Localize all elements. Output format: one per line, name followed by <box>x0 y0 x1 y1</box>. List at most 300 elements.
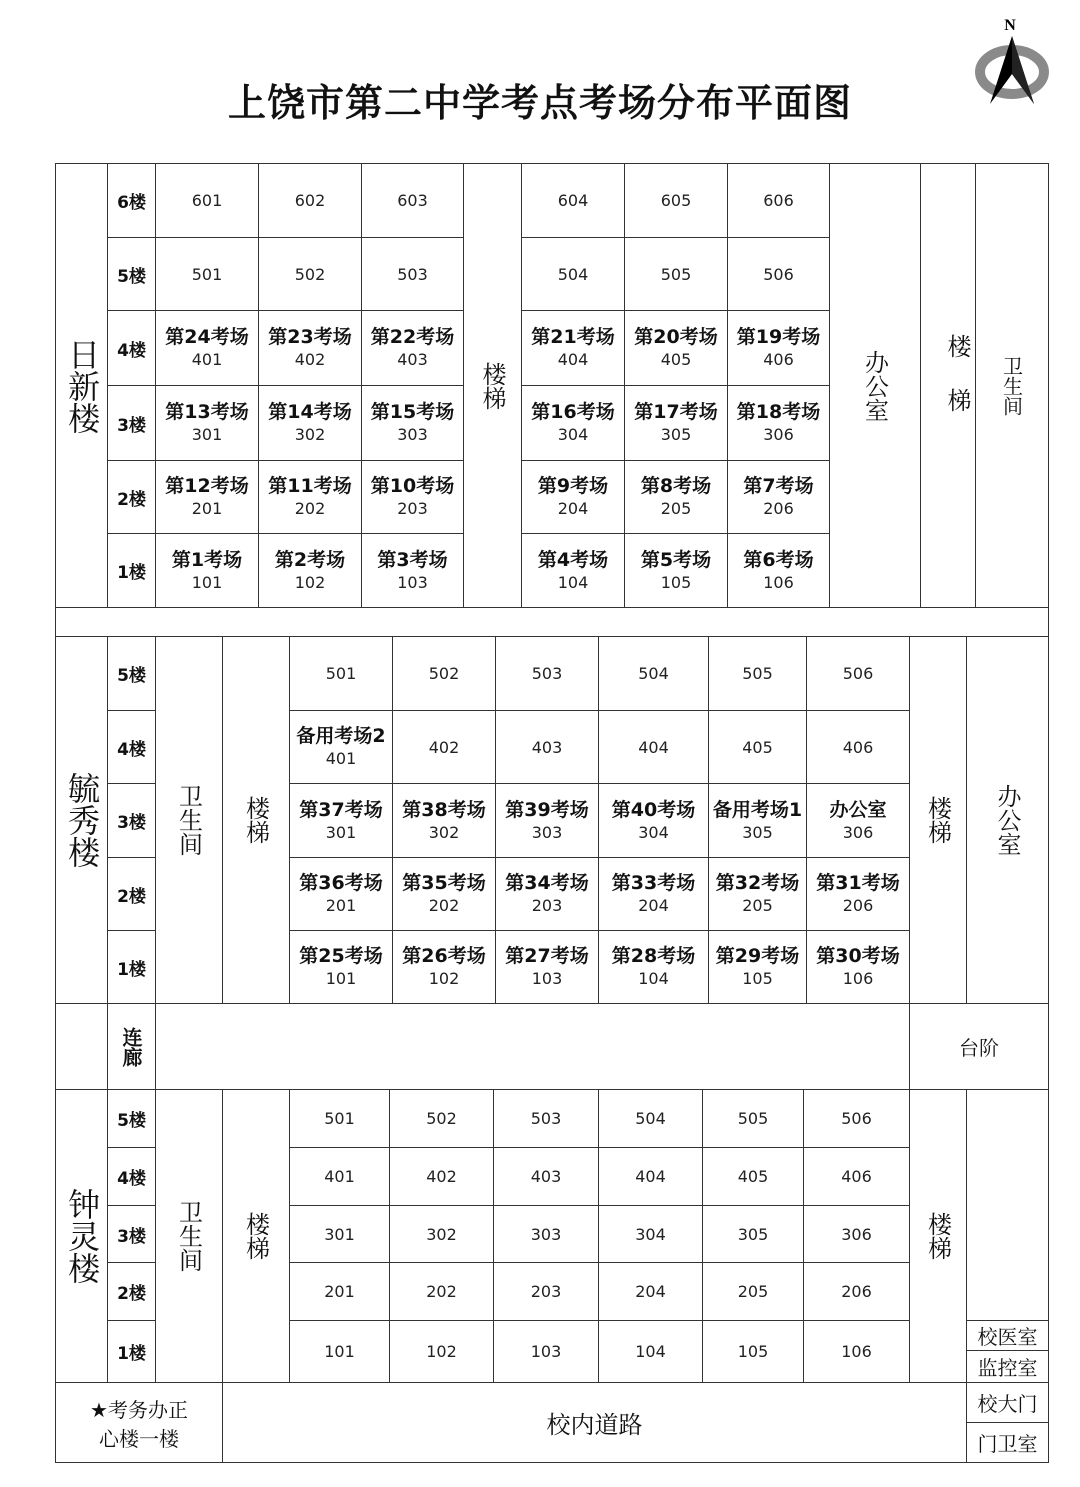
zhongling-room[interactable] <box>598 1205 703 1263</box>
building-yuxiu <box>55 636 108 1004</box>
room-number: 405 <box>742 737 773 757</box>
room-number: 503 <box>530 1109 562 1128</box>
room-number: 502 <box>294 264 326 284</box>
zhongling-room[interactable] <box>389 1147 494 1206</box>
rixin-room[interactable] <box>727 460 830 534</box>
room-number: 203 <box>397 499 428 518</box>
building-zhongling <box>55 1089 108 1383</box>
corridor-space <box>155 1003 910 1090</box>
rixin-office <box>829 163 921 608</box>
exam-room-name: 第11考场 <box>268 475 352 497</box>
room-number: 604 <box>557 191 589 210</box>
zhongling-room[interactable] <box>803 1320 910 1383</box>
zhongling-room[interactable] <box>803 1262 910 1321</box>
room-number: 402 <box>294 350 326 369</box>
yuxiu-stair-2 <box>909 636 967 1004</box>
zhongling-room[interactable] <box>289 1262 390 1321</box>
room-number: 103 <box>531 969 563 988</box>
yuxiu-room[interactable] <box>392 783 496 858</box>
corridor-blank <box>55 1003 108 1090</box>
room-number: 303 <box>530 1224 562 1244</box>
exam-room-name: 第30考场 <box>816 945 900 967</box>
stair-label: 楼梯 <box>478 361 506 410</box>
zhongling-right-blank <box>966 1089 1049 1321</box>
room-number: 603 <box>397 191 428 210</box>
zhongling-room[interactable] <box>702 1320 804 1383</box>
office-label: 办公室 <box>993 784 1021 856</box>
exam-room-name: 第10考场 <box>370 475 455 497</box>
rixin-room[interactable] <box>155 385 259 461</box>
yuxiu-room[interactable] <box>289 710 393 784</box>
zhongling-stair-2 <box>909 1089 967 1383</box>
rixin-room[interactable] <box>361 385 464 461</box>
rixin-room[interactable] <box>155 460 259 534</box>
rixin-room[interactable] <box>727 163 830 238</box>
floor-label: 5楼 <box>117 1111 146 1131</box>
stair-label: 楼梯 <box>943 333 971 442</box>
rixin-room[interactable] <box>361 310 464 386</box>
yuxiu-room[interactable] <box>598 783 709 858</box>
exam-room-name: 第1考场 <box>171 548 243 571</box>
yuxiu-room[interactable] <box>598 636 709 711</box>
zhongling-room[interactable] <box>493 1089 599 1148</box>
room-number: 506 <box>842 664 874 683</box>
steps <box>909 1003 1049 1090</box>
rixin-room[interactable] <box>258 460 362 534</box>
floor-label: 2楼 <box>117 1284 146 1304</box>
room-number: 106 <box>763 572 794 592</box>
zhongling-room[interactable] <box>803 1205 910 1263</box>
room-number: 302 <box>294 425 326 444</box>
rixin-room[interactable] <box>521 163 625 238</box>
exam-room-name: 第12考场 <box>165 475 249 497</box>
room-number: 306 <box>842 822 874 842</box>
rixin-room[interactable] <box>624 310 728 386</box>
zhongling-toilet <box>155 1089 223 1383</box>
room-number: 505 <box>737 1109 769 1128</box>
yuxiu-room[interactable] <box>708 857 807 931</box>
exam-room-name: 第16考场 <box>531 401 615 423</box>
room-number: 301 <box>324 1224 355 1244</box>
room-number: 203 <box>531 896 563 915</box>
room-number: 304 <box>635 1224 666 1244</box>
zhongling-room[interactable] <box>702 1205 804 1263</box>
room-number: 506 <box>763 264 794 284</box>
exam-room-name: 第3考场 <box>377 548 448 571</box>
room-number: 202 <box>428 896 460 915</box>
room-number: 504 <box>635 1109 666 1128</box>
yuxiu-room[interactable] <box>708 930 807 1004</box>
exam-room-name: 第18考场 <box>736 401 821 423</box>
yuxiu-room[interactable] <box>806 710 910 784</box>
yuxiu-floor-label <box>107 783 156 858</box>
building-rixin <box>55 163 108 608</box>
zhongling-room[interactable] <box>389 1262 494 1321</box>
zhongling-floor-label <box>107 1089 156 1148</box>
rixin-room[interactable] <box>258 237 362 311</box>
rixin-room[interactable] <box>155 533 259 608</box>
rixin-room[interactable] <box>727 385 830 461</box>
zhongling-floor-label <box>107 1262 156 1321</box>
floor-label: 4楼 <box>117 1169 146 1189</box>
room-number: 203 <box>530 1282 562 1301</box>
room-number: 101 <box>324 1342 355 1361</box>
exam-room-name: 第6考场 <box>743 548 814 571</box>
toilet-label: 卫生间 <box>174 1200 203 1272</box>
room-number: 605 <box>660 191 692 210</box>
room-number: 304 <box>638 822 669 842</box>
monitor-room[interactable] <box>966 1350 1049 1383</box>
room-number: 406 <box>842 737 874 757</box>
exam-room-name: 第37考场 <box>299 798 383 821</box>
rixin-room[interactable] <box>155 163 259 238</box>
yuxiu-room[interactable] <box>806 636 910 711</box>
zhongling-room[interactable] <box>389 1320 494 1383</box>
room-number: 105 <box>737 1342 769 1361</box>
room-number: 501 <box>324 1109 355 1128</box>
room-number: 505 <box>742 664 773 683</box>
room-number: 104 <box>557 572 589 592</box>
yuxiu-floor-label <box>107 857 156 931</box>
exam-room-name: 第25考场 <box>299 945 383 967</box>
zhongling-room[interactable] <box>598 1320 703 1383</box>
yuxiu-room[interactable] <box>392 930 496 1004</box>
room-number: 606 <box>763 191 794 210</box>
exam-room-name: 第23考场 <box>268 326 352 348</box>
room-number: 102 <box>426 1342 457 1361</box>
rixin-room[interactable] <box>258 310 362 386</box>
exam-room-name: 第33考场 <box>611 872 696 894</box>
room-number: 206 <box>763 499 794 518</box>
exam-room-name: 第32考场 <box>715 872 800 894</box>
zhongling-room[interactable] <box>389 1089 494 1148</box>
rixin-room[interactable] <box>727 237 830 311</box>
yuxiu-room[interactable] <box>495 857 599 931</box>
floor-label: 1楼 <box>117 563 146 583</box>
rixin-room[interactable] <box>361 533 464 608</box>
floor-label: 1楼 <box>117 959 146 980</box>
room-number: 403 <box>530 1167 562 1186</box>
gap-row <box>55 607 1049 637</box>
floor-label: 5楼 <box>117 266 146 287</box>
exam-room-name: 第7考场 <box>743 475 814 497</box>
room-number: 502 <box>428 664 460 683</box>
floor-label: 3楼 <box>117 415 146 436</box>
room-number: 404 <box>638 737 669 757</box>
yuxiu-room[interactable] <box>392 710 496 784</box>
yuxiu-toilet <box>155 636 223 1004</box>
room-number: 101 <box>325 969 357 988</box>
guard-room[interactable] <box>966 1422 1049 1463</box>
room-number: 205 <box>737 1282 769 1301</box>
yuxiu-room[interactable] <box>289 636 393 711</box>
rixin-room[interactable] <box>521 385 625 461</box>
stair-label: 楼梯 <box>241 796 270 844</box>
rixin-floor-label <box>107 237 156 311</box>
exam-room-name: 第15考场 <box>370 401 455 423</box>
zhongling-room[interactable] <box>289 1147 390 1206</box>
rixin-room[interactable] <box>521 533 625 608</box>
room-number: 501 <box>325 664 357 683</box>
floor-label: 3楼 <box>117 1226 146 1247</box>
room-number: 401 <box>324 1167 355 1186</box>
rixin-floor-label <box>107 163 156 238</box>
room-number: 205 <box>742 896 773 915</box>
yuxiu-room[interactable] <box>289 930 393 1004</box>
zhongling-stair <box>222 1089 290 1383</box>
room-number: 504 <box>638 664 669 683</box>
zhongling-room[interactable] <box>289 1320 390 1383</box>
room-number: 201 <box>324 1282 355 1301</box>
yuxiu-room[interactable] <box>392 636 496 711</box>
rixin-room[interactable] <box>258 163 362 238</box>
school-gate[interactable] <box>966 1382 1049 1423</box>
rixin-room[interactable] <box>155 310 259 386</box>
room-number: 106 <box>842 969 874 988</box>
exam-room-name: 第39考场 <box>505 798 589 821</box>
exam-room-name: 第20考场 <box>634 326 718 348</box>
gate-label: 校大门 <box>977 1392 1038 1416</box>
exam-room-name: 第9考场 <box>537 475 609 497</box>
building-name: 日新楼 <box>63 337 102 434</box>
room-number: 506 <box>841 1109 872 1128</box>
room-number: 601 <box>191 191 223 210</box>
exam-room-name: 第5考场 <box>640 548 712 571</box>
rixin-room[interactable] <box>624 163 728 238</box>
exam-room-name: 第2考场 <box>274 548 346 571</box>
yuxiu-floor-label <box>107 710 156 784</box>
yuxiu-room[interactable] <box>289 783 393 858</box>
floor-label: 1楼 <box>117 1344 146 1364</box>
rixin-room[interactable] <box>624 460 728 534</box>
rixin-floor-label <box>107 533 156 608</box>
exam-room-name: 办公室 <box>829 798 887 821</box>
yuxiu-room[interactable] <box>598 710 709 784</box>
yuxiu-room[interactable] <box>806 857 910 931</box>
stair-label: 楼梯 <box>241 1212 270 1260</box>
zhongling-room[interactable] <box>493 1262 599 1321</box>
stair-label: 楼梯 <box>923 1212 952 1260</box>
yuxiu-room[interactable] <box>708 783 807 858</box>
room-number: 402 <box>426 1167 457 1186</box>
room-number: 503 <box>397 264 428 284</box>
yuxiu-room[interactable] <box>708 710 807 784</box>
rixin-room[interactable] <box>361 163 464 238</box>
room-number: 206 <box>842 896 874 915</box>
yuxiu-room[interactable] <box>708 636 807 711</box>
room-number: 201 <box>191 499 223 518</box>
rixin-room[interactable] <box>155 237 259 311</box>
room-number: 301 <box>325 822 357 842</box>
rixin-toilet <box>975 163 1049 608</box>
room-number: 301 <box>191 425 223 444</box>
zhongling-room[interactable] <box>493 1147 599 1206</box>
toilet-label: 卫生间 <box>174 784 203 856</box>
rixin-room[interactable] <box>624 237 728 311</box>
room-number: 204 <box>635 1282 666 1301</box>
room-number: 405 <box>737 1167 769 1186</box>
zhongling-floor-label <box>107 1320 156 1383</box>
zhongling-room[interactable] <box>493 1320 599 1383</box>
yuxiu-room[interactable] <box>806 930 910 1004</box>
building-name: 毓秀楼 <box>63 772 102 868</box>
note-line1: ★考务办正 <box>90 1397 188 1422</box>
zhongling-room[interactable] <box>389 1205 494 1263</box>
room-number: 305 <box>742 822 773 842</box>
room-number: 105 <box>660 572 692 592</box>
floor-label: 2楼 <box>117 489 146 510</box>
yuxiu-room[interactable] <box>289 857 393 931</box>
exam-room-name: 备用考场2 <box>296 725 386 747</box>
exam-room-name: 第8考场 <box>640 475 712 497</box>
rixin-room[interactable] <box>727 533 830 608</box>
zhongling-room[interactable] <box>598 1262 703 1321</box>
guard-label: 门卫室 <box>977 1432 1038 1456</box>
yuxiu-room[interactable] <box>392 857 496 931</box>
yuxiu-room[interactable] <box>495 930 599 1004</box>
room-number: 502 <box>426 1109 457 1128</box>
yuxiu-floor-label <box>107 636 156 711</box>
room-number: 501 <box>191 264 223 284</box>
zhongling-room[interactable] <box>702 1147 804 1206</box>
room-number: 402 <box>428 737 460 757</box>
yuxiu-room[interactable] <box>806 783 910 858</box>
exam-room-name: 第4考场 <box>537 548 609 571</box>
rixin-room[interactable] <box>521 310 625 386</box>
rixin-room[interactable] <box>258 385 362 461</box>
room-number: 404 <box>557 350 589 369</box>
room-number: 304 <box>557 425 589 444</box>
room-number: 305 <box>660 425 692 444</box>
exam-room-name: 第38考场 <box>402 798 486 821</box>
page-title: 上饶市第二中学考点考场分布平面图 <box>227 81 852 125</box>
rixin-room[interactable] <box>521 460 625 534</box>
exam-room-name: 第14考场 <box>268 401 352 423</box>
exam-room-name: 第19考场 <box>736 326 821 348</box>
campus-road <box>222 1382 967 1463</box>
room-number: 406 <box>841 1167 872 1186</box>
rixin-room[interactable] <box>521 237 625 311</box>
exam-room-name: 第26考场 <box>402 945 486 967</box>
rixin-floor-label <box>107 385 156 461</box>
clinic[interactable] <box>966 1320 1049 1351</box>
zhongling-room[interactable] <box>803 1089 910 1148</box>
rixin-room[interactable] <box>624 533 728 608</box>
room-number: 202 <box>294 499 326 518</box>
floor-label: 2楼 <box>117 886 146 907</box>
room-number: 403 <box>397 350 428 369</box>
office-label: 办公室 <box>860 349 889 422</box>
zhongling-room[interactable] <box>493 1205 599 1263</box>
zhongling-room[interactable] <box>803 1147 910 1206</box>
yuxiu-office <box>966 636 1049 1004</box>
room-number: 505 <box>660 264 692 284</box>
room-number: 205 <box>660 499 692 518</box>
exam-room-name: 备用考场1 <box>712 798 803 821</box>
room-number: 302 <box>426 1224 457 1244</box>
room-number: 403 <box>531 737 563 757</box>
rixin-room[interactable] <box>624 385 728 461</box>
yuxiu-room[interactable] <box>598 930 709 1004</box>
room-number: 401 <box>191 350 223 369</box>
rixin-floor-label <box>107 310 156 386</box>
room-number: 404 <box>635 1167 666 1186</box>
rixin-stair <box>463 163 522 608</box>
exam-room-name: 第13考场 <box>165 401 249 423</box>
room-number: 102 <box>294 572 326 592</box>
yuxiu-room[interactable] <box>495 783 599 858</box>
exam-room-name: 第36考场 <box>299 872 383 894</box>
exam-room-name: 第31考场 <box>816 872 900 894</box>
exam-room-name: 第24考场 <box>165 326 249 348</box>
room-number: 103 <box>530 1342 562 1361</box>
note-line2: 心楼一楼 <box>99 1426 179 1451</box>
rixin-stair-2 <box>920 163 976 608</box>
north-arrow-icon <box>972 10 1052 110</box>
building-name: 钟灵楼 <box>63 1188 102 1284</box>
zhongling-room[interactable] <box>598 1089 703 1148</box>
floor-label: 4楼 <box>117 739 146 760</box>
exam-room-name: 第28考场 <box>611 945 696 967</box>
room-number: 104 <box>638 969 669 988</box>
room-number: 305 <box>737 1224 769 1244</box>
rixin-room[interactable] <box>727 310 830 386</box>
exam-office-note <box>55 1382 223 1463</box>
zhongling-floor-label <box>107 1147 156 1206</box>
exam-room-name: 第22考场 <box>370 326 455 348</box>
exam-room-name: 第40考场 <box>611 798 696 821</box>
exam-room-name: 第35考场 <box>402 872 486 894</box>
room-number: 405 <box>660 350 692 369</box>
zhongling-room[interactable] <box>289 1089 390 1148</box>
floor-label: 3楼 <box>117 813 146 833</box>
zhongling-room[interactable] <box>702 1262 804 1321</box>
zhongling-floor-label <box>107 1205 156 1263</box>
yuxiu-room[interactable] <box>495 710 599 784</box>
yuxiu-room[interactable] <box>598 857 709 931</box>
rixin-room[interactable] <box>361 237 464 311</box>
road-label: 校内道路 <box>546 1411 643 1439</box>
exam-room-name: 第21考场 <box>531 326 615 348</box>
floor-label: 5楼 <box>117 666 146 686</box>
yuxiu-room[interactable] <box>495 636 599 711</box>
clinic-label: 校医室 <box>977 1325 1038 1349</box>
exam-room-name: 第34考场 <box>505 872 589 894</box>
exam-room-name: 第29考场 <box>715 945 800 967</box>
steps-label: 台阶 <box>959 1036 999 1060</box>
room-number: 202 <box>426 1282 457 1301</box>
corridor-text: 连廊 <box>119 1026 143 1067</box>
room-number: 503 <box>531 664 563 683</box>
room-number: 206 <box>841 1282 872 1301</box>
room-number: 306 <box>841 1224 872 1244</box>
room-number: 504 <box>557 264 589 284</box>
toilet-label: 卫生间 <box>999 355 1024 416</box>
room-number: 602 <box>294 191 326 210</box>
zhongling-room[interactable] <box>598 1147 703 1206</box>
room-number: 103 <box>397 572 428 592</box>
zhongling-room[interactable] <box>702 1089 804 1148</box>
zhongling-room[interactable] <box>289 1205 390 1263</box>
room-number: 302 <box>428 822 460 842</box>
room-number: 204 <box>557 499 589 518</box>
floor-label: 6楼 <box>117 193 146 213</box>
room-number: 201 <box>325 896 357 915</box>
rixin-room[interactable] <box>361 460 464 534</box>
room-number: 406 <box>763 350 794 369</box>
exam-room-name: 第27考场 <box>505 945 589 967</box>
rixin-room[interactable] <box>258 533 362 608</box>
